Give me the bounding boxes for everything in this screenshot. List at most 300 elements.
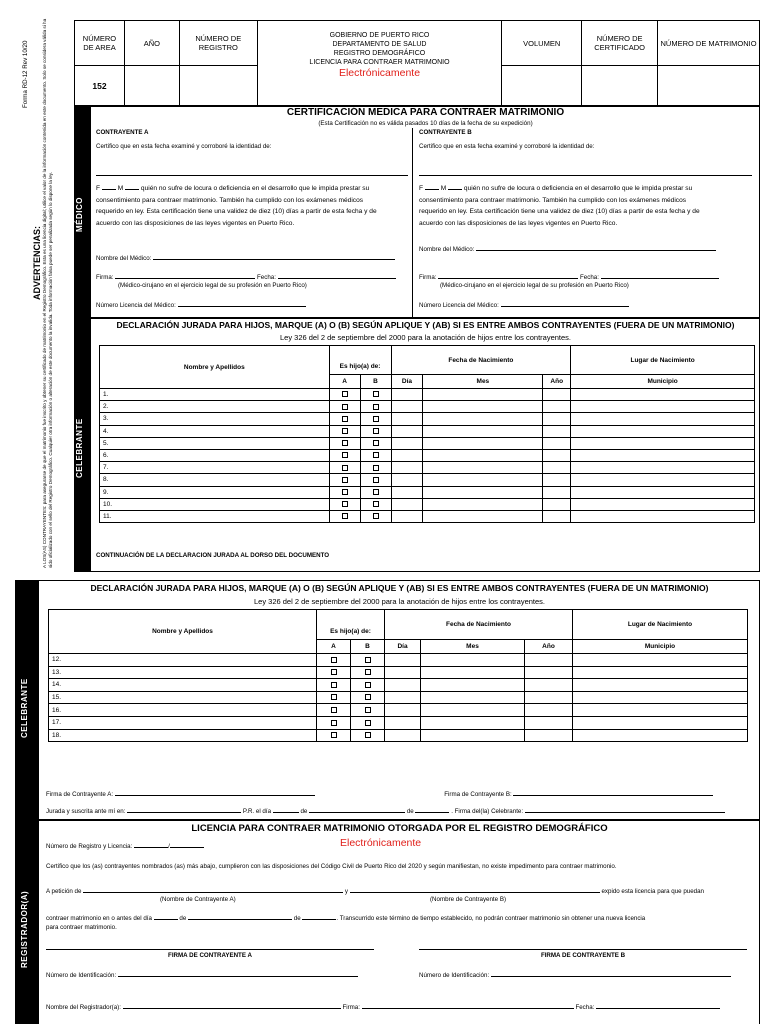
col-a: A: [329, 375, 360, 389]
registrador-firma-row: [46, 1002, 756, 1011]
contraer-de-label-2: de: [293, 915, 301, 922]
cell-mes[interactable]: [423, 425, 543, 437]
firma-a-label: Firma:: [96, 274, 114, 281]
col-mes-2: Mes: [421, 640, 525, 654]
checkbox-a[interactable]: [317, 704, 351, 717]
table-row: [100, 413, 755, 425]
table-row: [49, 716, 748, 729]
checkbox-a[interactable]: [317, 716, 351, 729]
firma-b-field[interactable]: [438, 272, 578, 279]
checkbox[interactable]: [373, 489, 379, 495]
checkbox-b[interactable]: [360, 498, 391, 510]
firma-contrayente-b-caption: FIRMA DE CONTRAYENTE B: [540, 952, 626, 959]
cell-anio[interactable]: [525, 704, 573, 717]
contrayente-a-label: CONTRAYENTE A: [96, 129, 149, 136]
firma-contrayente-a-line[interactable]: [46, 949, 374, 950]
firma-b-row: [419, 272, 757, 281]
cell-anio[interactable]: [543, 498, 571, 510]
checkbox[interactable]: [365, 682, 371, 688]
cell-anio[interactable]: [543, 425, 571, 437]
numero-certificado-value: [582, 66, 658, 106]
registrador-firma-label: Firma:: [342, 1004, 360, 1011]
cell-municipio[interactable]: [571, 498, 755, 510]
checkbox-a[interactable]: [317, 666, 351, 679]
checkbox[interactable]: [365, 669, 371, 675]
checkbox[interactable]: [373, 452, 379, 458]
checkbox-b[interactable]: [351, 704, 385, 717]
declaracion2-ley: Ley 326 del 2 de septiembre del 2000 para la anotación de hijos entre los contrayentes.: [253, 597, 546, 606]
col-fecha-2: Fecha de Nacimiento: [385, 610, 573, 640]
registrador-certifico: Certifico que los (as) contrayentes nombrados (as) más abajo, cumplieron con las disposiciones del Código Civil de Puerto Rico del 2020 y según manifiestan, no existe impedimento para contraer matrimonio.: [46, 863, 617, 870]
checkbox[interactable]: [331, 707, 337, 713]
firma-contrayente-b-label: Firma de Contrayente B:: [444, 791, 512, 798]
table-row: [100, 389, 755, 401]
cell-mes[interactable]: [421, 666, 525, 679]
medico-title: CERTIFICACIÓN MEDICA PARA CONTRAER MATRIMONIO: [286, 107, 565, 118]
cell-dia[interactable]: [385, 679, 421, 692]
cell-municipio[interactable]: [571, 462, 755, 474]
checkbox[interactable]: [373, 404, 379, 410]
col-nombre-2: Nombre y Apellidos: [49, 610, 317, 654]
jurada-dia-field[interactable]: [273, 806, 299, 813]
checkbox[interactable]: [331, 732, 337, 738]
cell-anio[interactable]: [543, 413, 571, 425]
table-row: [100, 449, 755, 461]
cell-dia[interactable]: [391, 437, 423, 449]
numero-matrimonio-value: [658, 66, 760, 106]
header-table: [74, 20, 760, 106]
table-row: [49, 704, 748, 717]
checkbox[interactable]: [342, 513, 348, 519]
row-label: 6.: [103, 452, 109, 460]
checkbox[interactable]: [373, 428, 379, 434]
cell-anio[interactable]: [525, 691, 573, 704]
numero-registro-row: Número de Registro y Licencia: /: [46, 841, 204, 850]
cell-municipio[interactable]: [573, 691, 748, 704]
checkbox[interactable]: [342, 391, 348, 397]
row-label: 17.: [52, 719, 62, 727]
licencia-b-field[interactable]: [501, 300, 629, 307]
checkbox-b[interactable]: [360, 413, 391, 425]
checkbox-a[interactable]: [317, 654, 351, 667]
firma-celebrante-label: . Firma del(la) Celebrante:: [451, 808, 524, 815]
checkbox-b[interactable]: [360, 425, 391, 437]
nombre-registrador-label: Nombre del Registrador(a):: [46, 1004, 121, 1011]
checkbox-a[interactable]: [329, 437, 360, 449]
cell-mes[interactable]: [423, 413, 543, 425]
row-label: 10.: [103, 500, 113, 508]
cell-municipio[interactable]: [571, 449, 755, 461]
registrador-fecha-field[interactable]: [596, 1002, 720, 1009]
contrayente-b-label: CONTRAYENTE B: [419, 129, 472, 136]
electronic-stamp: Electrónicamente: [338, 67, 421, 79]
checkbox[interactable]: [365, 720, 371, 726]
checkbox-a[interactable]: [329, 449, 360, 461]
checkbox[interactable]: [365, 732, 371, 738]
cell-mes[interactable]: [421, 729, 525, 742]
m-field-a[interactable]: [125, 183, 139, 190]
advertencias-label: ADVERTENCIAS:: [32, 225, 42, 300]
row-number: [49, 716, 317, 729]
cell-municipio[interactable]: [571, 437, 755, 449]
nombre-medico-a: [96, 253, 410, 262]
cell-municipio[interactable]: [571, 474, 755, 486]
numero-registro-value: [179, 66, 257, 106]
col-b-2: B: [351, 640, 385, 654]
cell-municipio[interactable]: [571, 401, 755, 413]
declaracion1-ley: Ley 326 del 2 de septiembre del 2000 para la anotación de hijos entre los contrayentes.: [279, 333, 572, 342]
checkbox[interactable]: [331, 694, 337, 700]
row-label: 13.: [52, 668, 62, 676]
cell-anio[interactable]: [543, 462, 571, 474]
row-number: [100, 401, 330, 413]
nombre-b-line[interactable]: [419, 175, 752, 176]
fecha-b-field[interactable]: [601, 272, 719, 279]
cell-dia[interactable]: [391, 486, 423, 498]
contraer-label-3: para contraer matrimonio.: [46, 924, 117, 931]
cell-mes[interactable]: [423, 510, 543, 522]
checkbox-a[interactable]: [317, 679, 351, 692]
nombre-contrayente-a-field[interactable]: [83, 886, 343, 893]
cell-dia[interactable]: [385, 716, 421, 729]
identificacion-b-row: [419, 970, 731, 979]
cell-dia[interactable]: [391, 425, 423, 437]
body-line1-a: quién no sufre de locura o deficiencia en el desarrollo que le impida prestar su: [140, 185, 370, 192]
cell-anio[interactable]: [543, 474, 571, 486]
row-number: [100, 389, 330, 401]
nombre-contrayente-b-field[interactable]: [350, 886, 600, 893]
cell-anio[interactable]: [543, 389, 571, 401]
checkbox[interactable]: [365, 657, 371, 663]
nombre-b-caption: (Nombre de Contrayente B): [430, 896, 507, 903]
cell-mes[interactable]: [421, 691, 525, 704]
row-number: [49, 666, 317, 679]
checkbox-a[interactable]: [317, 729, 351, 742]
firma-contrayente-a-label: Firma de Contrayente A:: [46, 791, 114, 798]
table-row: [100, 462, 755, 474]
checkbox-a[interactable]: [329, 486, 360, 498]
f-label-b: F: [419, 185, 424, 192]
checkbox-b[interactable]: [360, 474, 391, 486]
firma-a-row: [96, 272, 410, 281]
checkbox[interactable]: [342, 501, 348, 507]
checkbox[interactable]: [342, 489, 348, 495]
nombre-a-caption: (Nombre de Contrayente A): [160, 896, 236, 903]
contraer-row: [46, 913, 756, 932]
checkbox-a[interactable]: [329, 462, 360, 474]
checkbox[interactable]: [373, 440, 379, 446]
numero-licencia-field[interactable]: [170, 841, 204, 848]
table-row: [49, 691, 748, 704]
table-row: [100, 425, 755, 437]
firma-celebrante-field[interactable]: [525, 806, 725, 813]
checkbox[interactable]: [373, 513, 379, 519]
table-row: [100, 486, 755, 498]
cell-mes[interactable]: [421, 654, 525, 667]
checkbox[interactable]: [331, 682, 337, 688]
cell-mes[interactable]: [423, 474, 543, 486]
checkbox-b[interactable]: [360, 510, 391, 522]
m-field-b[interactable]: [448, 183, 462, 190]
cell-dia[interactable]: [391, 474, 423, 486]
checkbox[interactable]: [331, 657, 337, 663]
medico-cirujano-a: (Médico-cirujano en el ejercicio legal de su profesión en Puerto Rico): [118, 282, 307, 289]
gov-line-2: DEPARTAMENTO DE SALUD: [332, 41, 427, 48]
cell-municipio[interactable]: [573, 704, 748, 717]
anio-value: [124, 66, 179, 106]
checkbox[interactable]: [365, 694, 371, 700]
checkbox-a[interactable]: [329, 474, 360, 486]
certifico-b: Certifico que en esta fecha examiné y corroboré la identidad de:: [419, 143, 595, 150]
cell-anio[interactable]: [543, 401, 571, 413]
cell-anio[interactable]: [543, 486, 571, 498]
cell-mes[interactable]: [423, 486, 543, 498]
cell-anio[interactable]: [525, 729, 573, 742]
cell-mes[interactable]: [423, 498, 543, 510]
checkbox[interactable]: [373, 465, 379, 471]
cell-anio[interactable]: [525, 654, 573, 667]
f-field-a[interactable]: [102, 183, 116, 190]
row-label: 15.: [52, 694, 62, 702]
checkbox-b[interactable]: [351, 729, 385, 742]
cell-municipio[interactable]: [571, 413, 755, 425]
registrador-fecha-label: Fecha:: [575, 1004, 595, 1011]
checkbox[interactable]: [373, 477, 379, 483]
nombre-medico-a-label: Nombre del Médico:: [96, 255, 152, 262]
cell-dia[interactable]: [385, 654, 421, 667]
cell-dia[interactable]: [391, 462, 423, 474]
row-label: 11.: [103, 512, 112, 520]
cell-anio[interactable]: [525, 666, 573, 679]
checkbox[interactable]: [342, 465, 348, 471]
body-line3-a: requerido en ley. Esta certificación tiene una validez de diez (10) días a partir de esta fecha y de: [96, 208, 377, 215]
nombre-medico-b-label: Nombre del Médico:: [419, 246, 475, 253]
row-number: [49, 654, 317, 667]
checkbox[interactable]: [373, 501, 379, 507]
cell-municipio[interactable]: [573, 654, 748, 667]
cell-dia[interactable]: [391, 389, 423, 401]
cell-municipio[interactable]: [573, 679, 748, 692]
declaracion1-title: DECLARACIÓN JURADA PARA HIJOS, MARQUE (A) O (B) SEGÚN APLIQUE Y (AB) SI ES ENTRE AMBOS CONTRAYENTES (FUERA DE UN MATRIMONIO): [116, 320, 735, 330]
checkbox-a[interactable]: [329, 389, 360, 401]
identificacion-a-field[interactable]: [118, 970, 358, 977]
cell-municipio[interactable]: [573, 666, 748, 679]
cell-municipio[interactable]: [571, 389, 755, 401]
cell-dia[interactable]: [391, 498, 423, 510]
row-number: [49, 704, 317, 717]
cell-anio[interactable]: [525, 716, 573, 729]
cell-dia[interactable]: [391, 510, 423, 522]
checkbox[interactable]: [331, 720, 337, 726]
cell-mes[interactable]: [421, 704, 525, 717]
gov-line-3: REGISTRO DEMOGRÁFICO: [333, 50, 426, 57]
body-line1-b: quién no sufre de locura o deficiencia en el desarrollo que le impida prestar su: [463, 185, 693, 192]
volumen-label: VOLUMEN: [502, 21, 582, 66]
row-number: [100, 474, 330, 486]
fecha-b-label: Fecha:: [580, 274, 599, 281]
checkbox[interactable]: [365, 707, 371, 713]
cell-anio[interactable]: [525, 679, 573, 692]
numero-registro-field[interactable]: [134, 841, 168, 848]
row-number: [100, 449, 330, 461]
checkbox-b[interactable]: [360, 449, 391, 461]
numero-matrimonio-label: NÚMERO DE MATRIMONIO: [658, 21, 760, 66]
identificacion-b-field[interactable]: [491, 970, 731, 977]
checkbox[interactable]: [331, 669, 337, 675]
checkbox-a[interactable]: [329, 413, 360, 425]
checkbox-a[interactable]: [329, 510, 360, 522]
cell-municipio[interactable]: [571, 486, 755, 498]
checkbox-b[interactable]: [360, 389, 391, 401]
col-es-hijo: Es hijo(a) de:: [329, 346, 391, 375]
row-number: [100, 425, 330, 437]
checkbox-b[interactable]: [351, 691, 385, 704]
checkbox[interactable]: [342, 452, 348, 458]
table-row: [100, 498, 755, 510]
body-line4-b: acuerdo con las disposiciones de las leyes vigentes en Puerto Rico.: [419, 219, 618, 227]
jurada-lugar-field[interactable]: [127, 806, 241, 813]
m-label-a: M: [117, 185, 124, 192]
checkbox[interactable]: [373, 416, 379, 422]
checkbox[interactable]: [342, 416, 348, 422]
contraer-mes-field[interactable]: [188, 913, 292, 920]
celebrante2-side-label: CELEBRANTE: [20, 678, 29, 738]
cell-mes[interactable]: [423, 401, 543, 413]
checkbox-b[interactable]: [351, 679, 385, 692]
cell-municipio[interactable]: [573, 716, 748, 729]
cell-dia[interactable]: [385, 729, 421, 742]
checkbox[interactable]: [373, 391, 379, 397]
medico-cirujano-b: (Médico-cirujano en el ejercicio legal de su profesión en Puerto Rico): [440, 282, 629, 289]
body-line4-a: acuerdo con las disposiciones de las leyes vigentes en Puerto Rico.: [96, 219, 295, 227]
jurada-anio-field[interactable]: [415, 806, 449, 813]
checkbox-b[interactable]: [360, 401, 391, 413]
identificacion-a-label: Número de Identificación:: [46, 972, 117, 979]
cell-mes[interactable]: [421, 716, 525, 729]
jurada-mes-field[interactable]: [309, 806, 405, 813]
checkbox[interactable]: [342, 428, 348, 434]
gov-line-4: LICENCIA PARA CONTRAER MATRIMONIO: [309, 59, 450, 66]
f-field-b[interactable]: [425, 183, 439, 190]
firma-a-field[interactable]: [115, 272, 255, 279]
cell-mes[interactable]: [423, 437, 543, 449]
declaracion2-title: DECLARACIÓN JURADA PARA HIJOS, MARQUE (A) O (B) SEGÚN APLIQUE Y (AB) SI ES ENTRE AMBOS CONTRAYENTES (FUERA DE UN MATRIMONIO): [90, 583, 709, 593]
cell-dia[interactable]: [385, 691, 421, 704]
body-line2-b: consentimiento para contraer matrimonio. También ha cumplido con los exámenes médicos: [419, 196, 687, 204]
checkbox-b[interactable]: [360, 462, 391, 474]
checkbox-b[interactable]: [351, 654, 385, 667]
col-fecha: Fecha de Nacimiento: [391, 346, 571, 375]
licencia-a-field[interactable]: [178, 300, 306, 307]
checkbox-a[interactable]: [329, 401, 360, 413]
checkbox-b[interactable]: [360, 486, 391, 498]
body-line2-a: consentimiento para contraer matrimonio. También ha cumplido con los exámenes médicos: [96, 196, 364, 204]
m-label-b: M: [440, 185, 447, 192]
contraer-de-label-1: de: [179, 915, 187, 922]
cell-mes[interactable]: [423, 449, 543, 461]
cell-municipio[interactable]: [573, 729, 748, 742]
firmas-row: [46, 789, 754, 798]
col-b: B: [360, 375, 391, 389]
firma-contrayente-b-line[interactable]: [419, 949, 747, 950]
expido-label: expido esta licencia para que puedan: [601, 888, 704, 895]
form-code: Forma RD-12 Rev 10/20: [22, 40, 29, 108]
f-label-a: F: [96, 185, 101, 192]
registrador-firma-field[interactable]: [362, 1002, 574, 1009]
cell-municipio[interactable]: [571, 510, 755, 522]
hijos-table-1: [99, 345, 755, 523]
row-label: 16.: [52, 706, 62, 714]
numero-registro-label: Número de Registro y Licencia:: [46, 843, 133, 850]
identificacion-b-label: Número de Identificación:: [419, 972, 490, 979]
col-mes: Mes: [423, 375, 543, 389]
cell-dia[interactable]: [385, 704, 421, 717]
warning-text: A LOS(AS) CONTRAYENTES: para asegurarse de que el matrimonio fue inscrito y obtener su certificado de matrimonio en el Registro Demográfico. Esta es una licencia digital; utilice el valor de la información contenida en este documento. Solo se considera válida si ha sido oficializado con el sello del Registro Demográfico. Cualquier otra información o alteración de este documento la invalida. Toda información falsa puede ser penalizada según lo dispone la ley.: [42, 18, 53, 568]
identificacion-a-row: [46, 970, 358, 979]
firma-contrayente-a-field[interactable]: [115, 789, 315, 796]
row-number: [100, 498, 330, 510]
checkbox[interactable]: [342, 440, 348, 446]
medico-divider: [412, 128, 413, 318]
checkbox[interactable]: [342, 404, 348, 410]
cell-mes[interactable]: [423, 462, 543, 474]
checkbox-b[interactable]: [351, 666, 385, 679]
nombre-registrador-field[interactable]: [123, 1002, 341, 1009]
continuacion-text: CONTINUACIÓN DE LA DECLARACION JURADA AL DORSO DEL DOCUMENTO: [96, 552, 330, 559]
checkbox[interactable]: [342, 477, 348, 483]
contraer-anio-field[interactable]: [302, 913, 336, 920]
row-number: [100, 462, 330, 474]
table-row: [100, 510, 755, 522]
checkbox-b[interactable]: [360, 437, 391, 449]
celebrante1-side-label: CELEBRANTE: [75, 418, 84, 478]
nombre-a-line[interactable]: [96, 175, 408, 176]
col-es-hijo-2: Es hijo(a) de:: [317, 610, 385, 640]
cell-mes[interactable]: [423, 389, 543, 401]
col-a-2: A: [317, 640, 351, 654]
cell-dia[interactable]: [391, 413, 423, 425]
checkbox-a[interactable]: [329, 498, 360, 510]
cell-municipio[interactable]: [571, 425, 755, 437]
firma-contrayente-b-field[interactable]: [513, 789, 713, 796]
contraer-label-2: . Transcurrido este término de tiempo establecido, no podrán contraer matrimonio sin obtener una nueva licencia: [336, 915, 646, 922]
cell-dia[interactable]: [391, 449, 423, 461]
cell-mes[interactable]: [421, 679, 525, 692]
col-anio-2: Año: [525, 640, 573, 654]
fecha-a-field[interactable]: [278, 272, 396, 279]
firma-b-label: Firma:: [419, 274, 437, 281]
de-label-2: de: [406, 808, 414, 815]
checkbox-b[interactable]: [351, 716, 385, 729]
nombre-medico-b: [419, 244, 757, 253]
numero-certificado-label: NÚMERO DE CERTIFICADO: [582, 21, 658, 66]
a-peticion-label: A petición de: [46, 888, 82, 895]
cell-anio[interactable]: [543, 449, 571, 461]
nombre-medico-b-field[interactable]: [476, 244, 716, 251]
row-number: [49, 729, 317, 742]
anio-label: AÑO: [124, 21, 179, 66]
gov-header: [257, 21, 502, 106]
nombre-medico-a-field[interactable]: [153, 253, 395, 260]
checkbox-a[interactable]: [317, 691, 351, 704]
checkbox-a[interactable]: [329, 425, 360, 437]
cell-anio[interactable]: [543, 437, 571, 449]
cell-dia[interactable]: [385, 666, 421, 679]
cell-anio[interactable]: [543, 510, 571, 522]
contraer-dia-field[interactable]: [154, 913, 178, 920]
medico-subtitle: (Esta Certificación no es válida pasados 10 días de la fecha de su expedición): [318, 120, 533, 127]
cell-dia[interactable]: [391, 401, 423, 413]
